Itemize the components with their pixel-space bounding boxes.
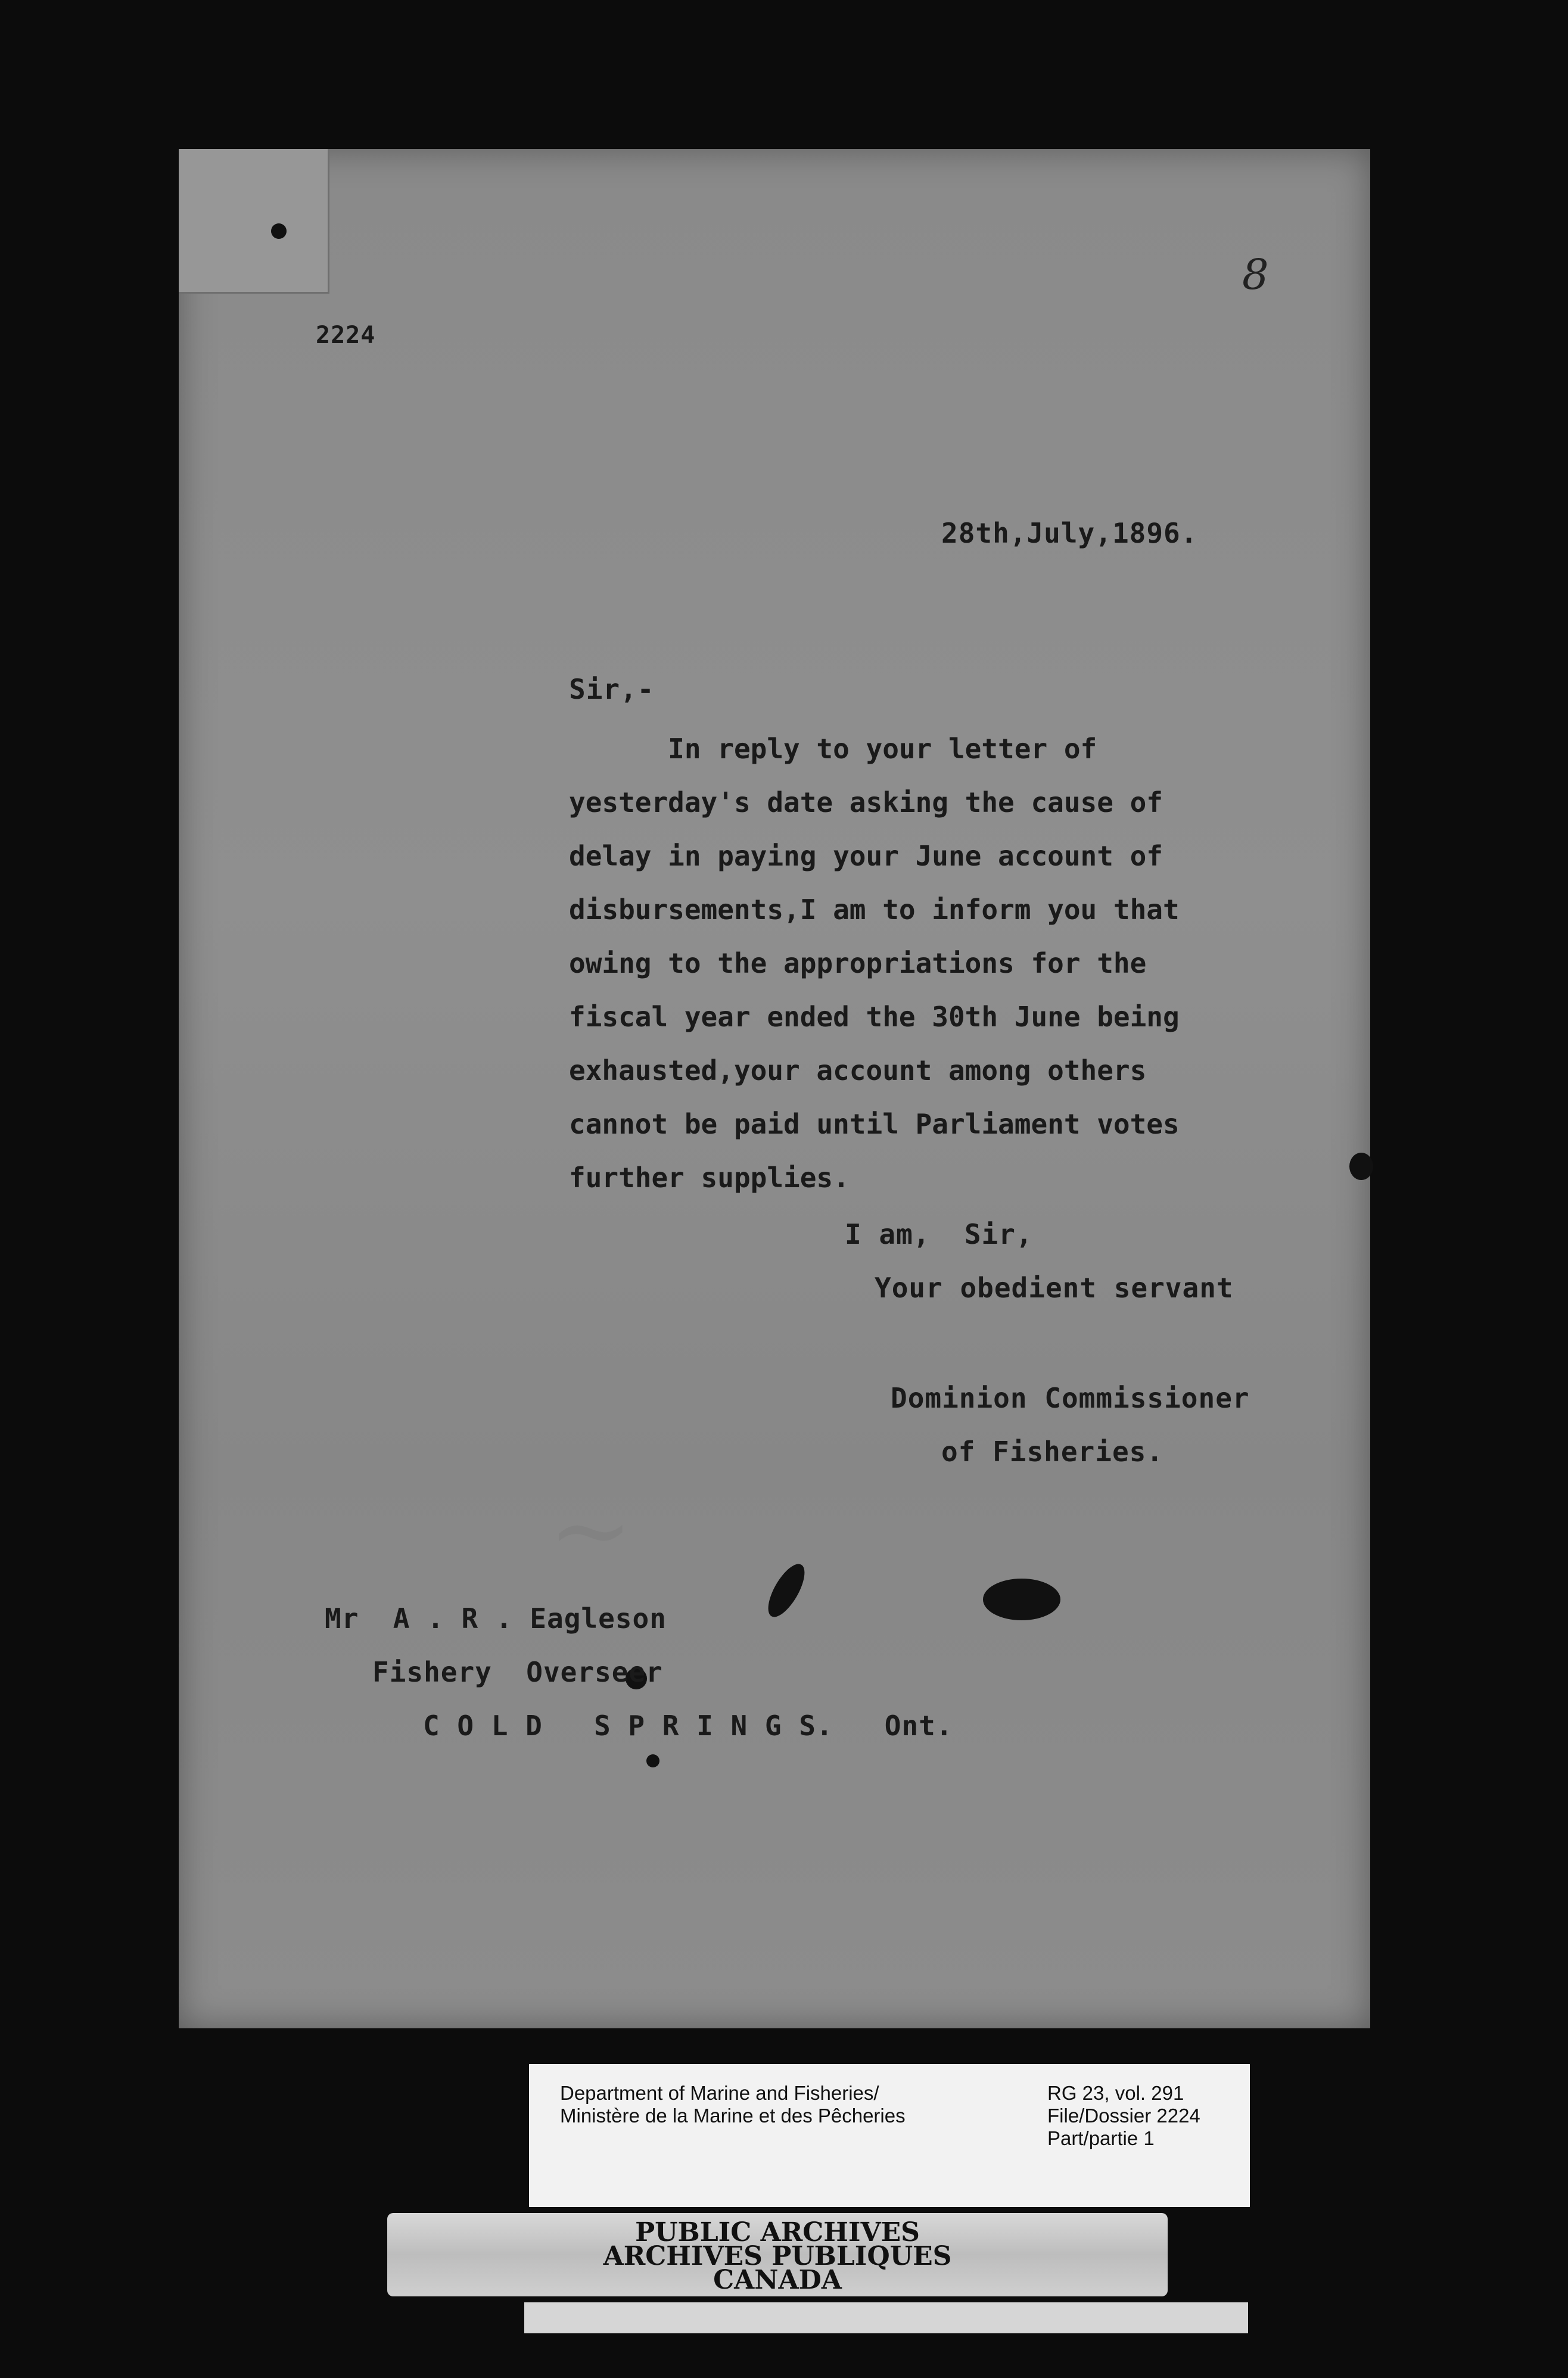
banner-line: ARCHIVES PUBLIQUES [603, 2241, 952, 2271]
department-fr: Ministère de la Marine et des Pêcheries [560, 2105, 906, 2127]
body-line: yesterday's date asking the cause of [569, 786, 1163, 818]
ink-blot [646, 1754, 659, 1767]
body-line: cannot be paid until Parliament votes [569, 1108, 1180, 1140]
department-en: Department of Marine and Fisheries/ [560, 2082, 879, 2104]
punch-hole [271, 223, 287, 239]
faint-bleedthrough-signature: ~ [548, 1471, 633, 1589]
signature-line: Dominion Commissioner [891, 1382, 1250, 1414]
binding-hole [1349, 1153, 1373, 1180]
record-group: RG 23, vol. 291 [1047, 2082, 1184, 2104]
letter-date: 28th,July,1896. [941, 517, 1198, 549]
body-line: delay in paying your June account of [569, 840, 1163, 872]
closing-line: I am, Sir, [845, 1218, 1033, 1250]
file-number: 2224 [316, 322, 376, 349]
body-line: exhausted,your account among others [569, 1054, 1147, 1087]
banner-line: PUBLIC ARCHIVES [635, 2217, 920, 2248]
body-line: further supplies. [569, 1162, 850, 1194]
body-line: In reply to your letter of [569, 733, 1097, 765]
file-dossier: File/Dossier 2224 [1047, 2105, 1200, 2127]
archive-reference-label [529, 2064, 1250, 2207]
letter-page [179, 149, 1370, 2028]
banner-line: CANADA [713, 2265, 842, 2295]
signature-line: of Fisheries. [941, 1436, 1164, 1468]
department-name [560, 2082, 906, 2127]
page-corner-fold [179, 149, 329, 294]
addressee-title: Fishery Overseer [372, 1656, 663, 1688]
part: Part/partie 1 [1047, 2127, 1155, 2149]
salutation: Sir,- [569, 673, 655, 705]
addressee-place: C O L D S P R I N G S. Ont. [423, 1710, 953, 1742]
addressee-name: Mr A . R . Eagleson [325, 1602, 667, 1635]
body-line: disbursements,I am to inform you that [569, 894, 1180, 926]
page-mark: 8 [1242, 250, 1269, 299]
body-line: fiscal year ended the 30th June being [569, 1001, 1180, 1033]
body-line: owing to the appropriations for the [569, 947, 1147, 979]
ink-blot [983, 1579, 1060, 1620]
public-archives-banner [387, 2213, 1168, 2296]
reference-numbers [1047, 2082, 1200, 2150]
closing-line: Your obedient servant [875, 1272, 1234, 1304]
bottom-strip [524, 2302, 1248, 2333]
